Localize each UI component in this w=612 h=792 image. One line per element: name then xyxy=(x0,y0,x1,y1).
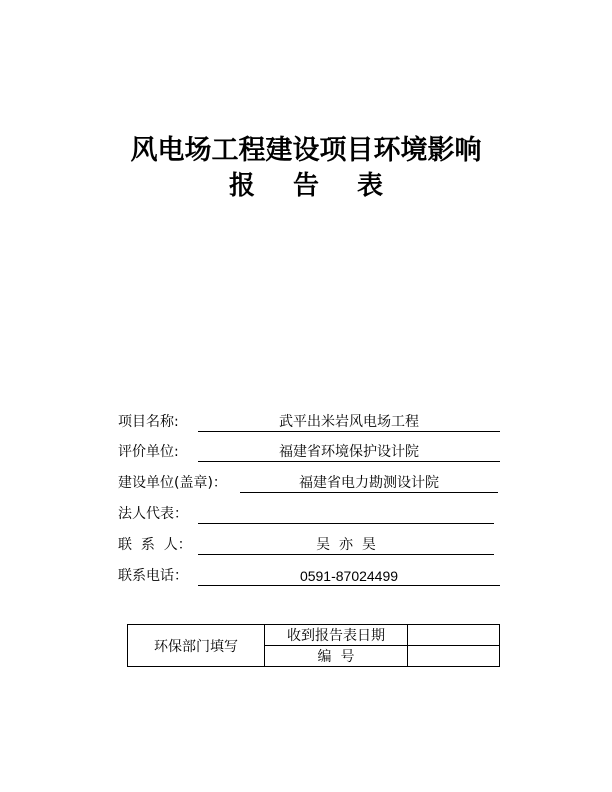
field-label: 联系电话： xyxy=(118,568,188,584)
title-char-1: 报 xyxy=(228,171,255,201)
phone-value: 0591-87024499 xyxy=(198,566,500,586)
dept-fill-label: 环保部门填写 xyxy=(128,625,265,667)
title-char-2: 告 xyxy=(292,171,319,201)
field-label: 评价单位: xyxy=(118,444,179,460)
evaluator-value: 福建省环境保护设计院 xyxy=(198,442,500,462)
title-char-3: 表 xyxy=(357,171,384,201)
field-label: 建设单位(盖章)： xyxy=(118,475,227,491)
contact-value: 吴 亦 昊 xyxy=(198,535,494,555)
project-name-value: 武平出米岩风电场工程 xyxy=(198,412,500,432)
field-label: 项目名称: xyxy=(118,414,179,430)
report-title-line1: 风电场工程建设项目环境影响 xyxy=(130,135,482,166)
number-cell xyxy=(408,646,500,667)
number-label: 编 号 xyxy=(265,646,408,667)
field-label: 法人代表： xyxy=(118,506,188,522)
builder-value: 福建省电力勘测设计院 xyxy=(240,473,498,493)
field-label: 联 系 人： xyxy=(118,537,192,553)
legal-rep-value xyxy=(198,504,494,524)
received-date-cell xyxy=(408,625,500,646)
received-date-label: 收到报告表日期 xyxy=(265,625,408,646)
table-row xyxy=(128,625,500,646)
report-title-line2 xyxy=(0,165,612,202)
receipt-table xyxy=(127,624,500,667)
